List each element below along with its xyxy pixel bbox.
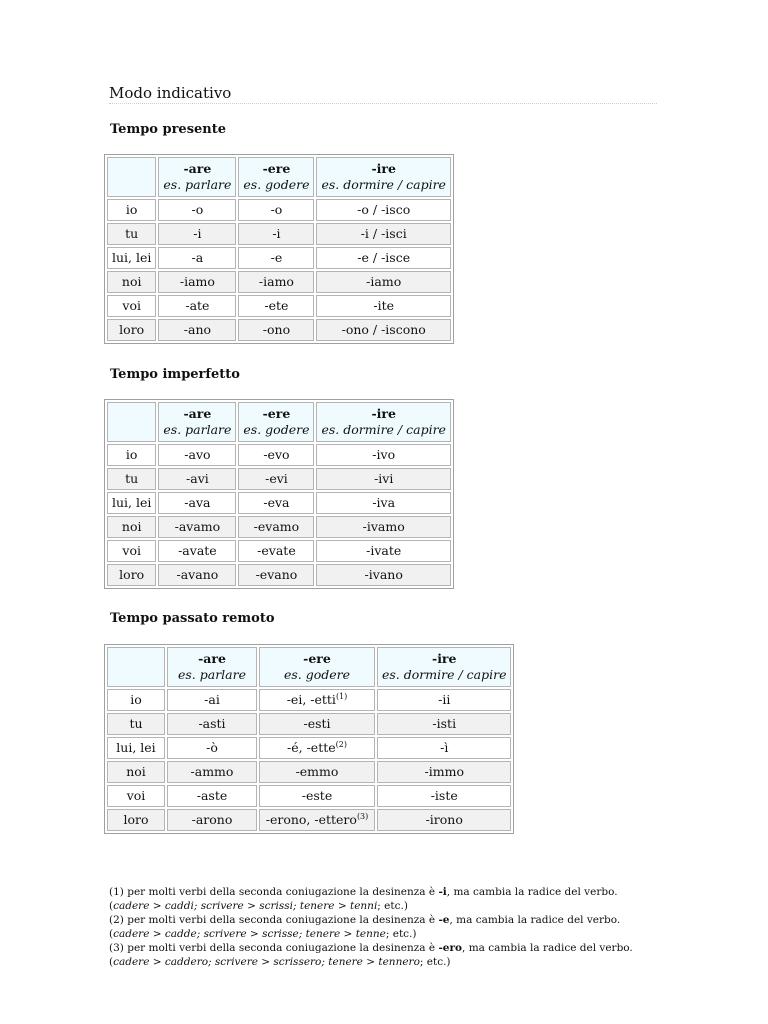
ending-label: -ire [371,161,396,176]
person-cell: io [107,689,165,711]
footnote-text: per molti verbi della seconda coniugazione la desinenza è [127,914,436,926]
table-row [107,809,511,831]
header-ere [238,157,314,197]
page-title: Modo indicativo [109,84,657,104]
cell: -o / -isco [316,199,450,221]
cell: -immo [377,761,511,783]
cell: -o [238,199,314,221]
person-cell: tu [107,713,165,735]
cell: -i [158,223,236,245]
table-row [107,271,451,293]
table-row [107,785,511,807]
header-are [167,647,257,687]
example-label: es. godere [243,422,310,437]
cell: -ava [158,492,236,514]
table-row [107,295,451,317]
cell: -ano [158,319,236,341]
footnote-rest: , ma cambia la radice del verbo. ( [109,942,633,968]
footnote-examples: cadere > caddero; scrivere > scrissero; tenere > tennero [113,956,420,968]
cell: -e / -isce [316,247,450,269]
header-are [158,157,236,197]
cell: -o [158,199,236,221]
footnote-1 [109,885,659,913]
ending-label: -ere [262,406,291,421]
ending-label: -ere [262,161,291,176]
cell: -ai [167,689,257,711]
header-empty [107,402,156,442]
header-ire [316,402,450,442]
cell: -evate [238,540,314,562]
ending-label: -are [183,161,212,176]
person-cell: lui, lei [107,737,165,759]
person-cell: tu [107,223,156,245]
footnote-2 [109,913,659,941]
example-label: es. dormire / capire [321,422,446,437]
cell: -iva [316,492,450,514]
cell: -evo [238,444,314,466]
cell: -ono / -iscono [316,319,450,341]
footnote-ref: (2) [335,739,347,749]
cell: -ete [238,295,314,317]
table-row [107,247,451,269]
cell-text: -ei, -etti [286,692,336,707]
person-cell: noi [107,761,165,783]
cell: -avate [158,540,236,562]
header-are [158,402,236,442]
ending-label: -ere [303,651,331,666]
person-cell: noi [107,271,156,293]
footnote-3 [109,941,659,969]
footnote-examples: cadere > cadde; scrivere > scrisse; tenere > tenne [113,928,386,940]
section-heading-passato-remoto: Tempo passato remoto [110,611,275,626]
table-row [107,319,451,341]
table-row [107,199,451,221]
cell: -eva [238,492,314,514]
header-ere [238,402,314,442]
table-row [107,223,451,245]
header-empty [107,157,156,197]
person-cell: loro [107,319,156,341]
cell: -ivi [316,468,450,490]
header-ire [377,647,511,687]
footnote-text: per molti verbi della seconda coniugazione la desinenza è [127,886,436,898]
cell: -emmo [259,761,375,783]
header-empty [107,647,165,687]
table-row [107,516,451,538]
footnote-ref: (1) [335,691,348,701]
table-imperfetto [104,399,454,589]
cell: -isti [377,713,511,735]
cell: -evamo [238,516,314,538]
footnote-rest: , ma cambia la radice del verbo. ( [109,914,621,940]
cell: -iamo [238,271,314,293]
cell: -este [259,785,375,807]
example-label: es. parlare [177,667,246,682]
cell: -ivo [316,444,450,466]
cell: -a [158,247,236,269]
cell: -iste [377,785,511,807]
footnote-ending: -e [438,914,450,926]
table-row [107,689,511,711]
footnote-rest: , ma cambia la radice del verbo. ( [109,886,618,912]
footnote-tail: ; etc.) [377,900,408,912]
person-cell: loro [107,564,156,586]
cell: -avano [158,564,236,586]
footnote-num: (3) [109,942,124,954]
example-label: es. dormire / capire [382,667,507,682]
example-label: es. dormire / capire [321,177,446,192]
person-cell: io [107,444,156,466]
header-ere [259,647,375,687]
footnote-ref: (3) [356,811,369,821]
cell: -avo [158,444,236,466]
footnote-ending: -i [438,886,447,898]
cell: -esti [259,713,375,735]
footnote-num: (1) [109,886,124,898]
cell: -e [238,247,314,269]
person-cell: io [107,199,156,221]
cell: -arono [167,809,257,831]
cell: -iamo [158,271,236,293]
footnotes [109,885,659,969]
cell: -ammo [167,761,257,783]
cell: -ate [158,295,236,317]
person-cell: noi [107,516,156,538]
footnote-ending: -ero [438,942,463,954]
table-row [107,737,511,759]
example-label: es. parlare [163,177,232,192]
ending-label: -ire [432,651,457,666]
example-label: es. godere [283,667,351,682]
footnote-tail: ; etc.) [385,928,417,940]
cell: -asti [167,713,257,735]
table-row [107,468,451,490]
example-label: es. godere [243,177,310,192]
footnote-text: per molti verbi della seconda coniugazione la desinenza è [127,942,436,954]
cell: -aste [167,785,257,807]
cell: -ite [316,295,450,317]
cell [259,737,375,759]
table-row [107,761,511,783]
section-heading-imperfetto: Tempo imperfetto [110,367,240,382]
person-cell: lui, lei [107,492,156,514]
table-passato-remoto [104,644,514,834]
person-cell: voi [107,540,156,562]
cell: -i / -isci [316,223,450,245]
header-ire [316,157,450,197]
cell: -evano [238,564,314,586]
cell: -ivano [316,564,450,586]
cell: -ii [377,689,511,711]
table-row [107,444,451,466]
person-cell: lui, lei [107,247,156,269]
cell: -i [238,223,314,245]
cell: -evi [238,468,314,490]
ending-label: -are [198,651,226,666]
person-cell: tu [107,468,156,490]
table-presente [104,154,454,344]
table-row [107,564,451,586]
cell: -avamo [158,516,236,538]
person-cell: voi [107,295,156,317]
footnote-tail: ; etc.) [419,956,451,968]
cell: -ivamo [316,516,450,538]
table-row [107,492,451,514]
cell: -ivate [316,540,450,562]
person-cell: voi [107,785,165,807]
cell: -ò [167,737,257,759]
footnote-examples: cadere > caddi; scrivere > scrissi; tenere > tenni [113,900,378,912]
person-cell: loro [107,809,165,831]
table-row [107,713,511,735]
cell-text: -erono, -ettero [265,812,357,827]
footnote-num: (2) [109,914,124,926]
cell: -ì [377,737,511,759]
example-label: es. parlare [163,422,232,437]
cell [259,809,375,831]
cell: -iamo [316,271,450,293]
cell: -ono [238,319,314,341]
cell: -avi [158,468,236,490]
table-row [107,540,451,562]
section-heading-presente: Tempo presente [110,122,227,137]
cell: -irono [377,809,511,831]
cell [259,689,375,711]
cell-text: -é, -ette [287,740,336,755]
ending-label: -ire [371,406,396,421]
ending-label: -are [183,406,212,421]
